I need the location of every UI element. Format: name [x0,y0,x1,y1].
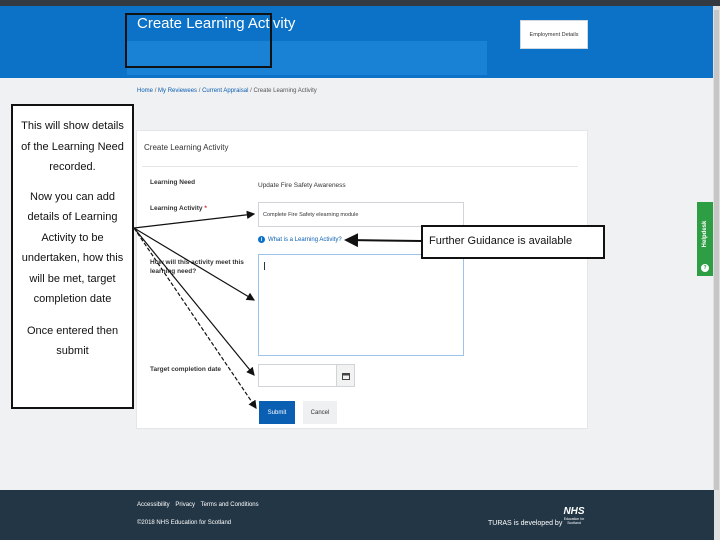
helpdesk-icon: ? [701,264,709,272]
employment-details-button[interactable]: Employment Details [520,20,588,49]
help-link[interactable]: i What is a Learning Activity? [258,236,342,243]
footer-link-terms[interactable]: Terms and Conditions [200,502,259,508]
breadcrumb-home[interactable]: Home [137,88,154,94]
developed-by-text: TURAS is developed by [488,520,563,527]
arrow-to-learning-activity [134,214,254,228]
footer-link-accessibility[interactable]: Accessibility [137,502,170,508]
nhs-logo: NHS Education for Scotland [563,506,585,525]
breadcrumb-current: Create Learning Activity [253,88,317,94]
footer-copyright: ©2018 NHS Education for Scotland [137,520,232,526]
breadcrumb: Home / My Reviewees / Current Appraisal / Create Learning Activity [137,88,317,94]
callout-paragraph-1: This will show details of the Learning Need recorded. [21,120,124,173]
footer-link-privacy[interactable]: Privacy [175,502,196,508]
cancel-button[interactable]: Cancel [303,401,337,424]
target-date-label: Target completion date [150,366,222,373]
learning-activity-label: Learning Activity * [150,205,207,212]
learning-need-label: Learning Need [150,179,196,186]
page-title: Create Learning Activity [137,15,296,32]
arrow-to-target-date [134,228,254,375]
submit-button[interactable]: Submit [259,401,295,424]
learning-activity-input[interactable]: Complete Fire Safety elearning module [258,202,464,227]
how-meet-label: How will this activity meet this learning need? [150,259,244,275]
required-marker: * [204,205,207,212]
card-title: Create Learning Activity [144,143,229,152]
breadcrumb-current-appraisal[interactable]: Current Appraisal [202,88,249,94]
breadcrumb-my-reviewees[interactable]: My Reviewees [158,88,198,94]
arrow-to-submit [134,228,256,408]
arrow-to-help-link [346,240,421,241]
learning-need-value: Update Fire Safety Awareness [258,182,346,189]
callout-paragraph-3: Once entered then submit [26,324,119,357]
helpdesk-tab[interactable]: Helpdesk ? [697,202,713,276]
guidance-callout: Further Guidance is available [421,225,605,259]
info-icon: i [258,236,265,243]
callout-paragraph-2: Now you can add details of Learning Activity to be undertaken, how this will be met, target completion date [21,190,124,305]
arrow-to-how-meet [134,228,254,300]
